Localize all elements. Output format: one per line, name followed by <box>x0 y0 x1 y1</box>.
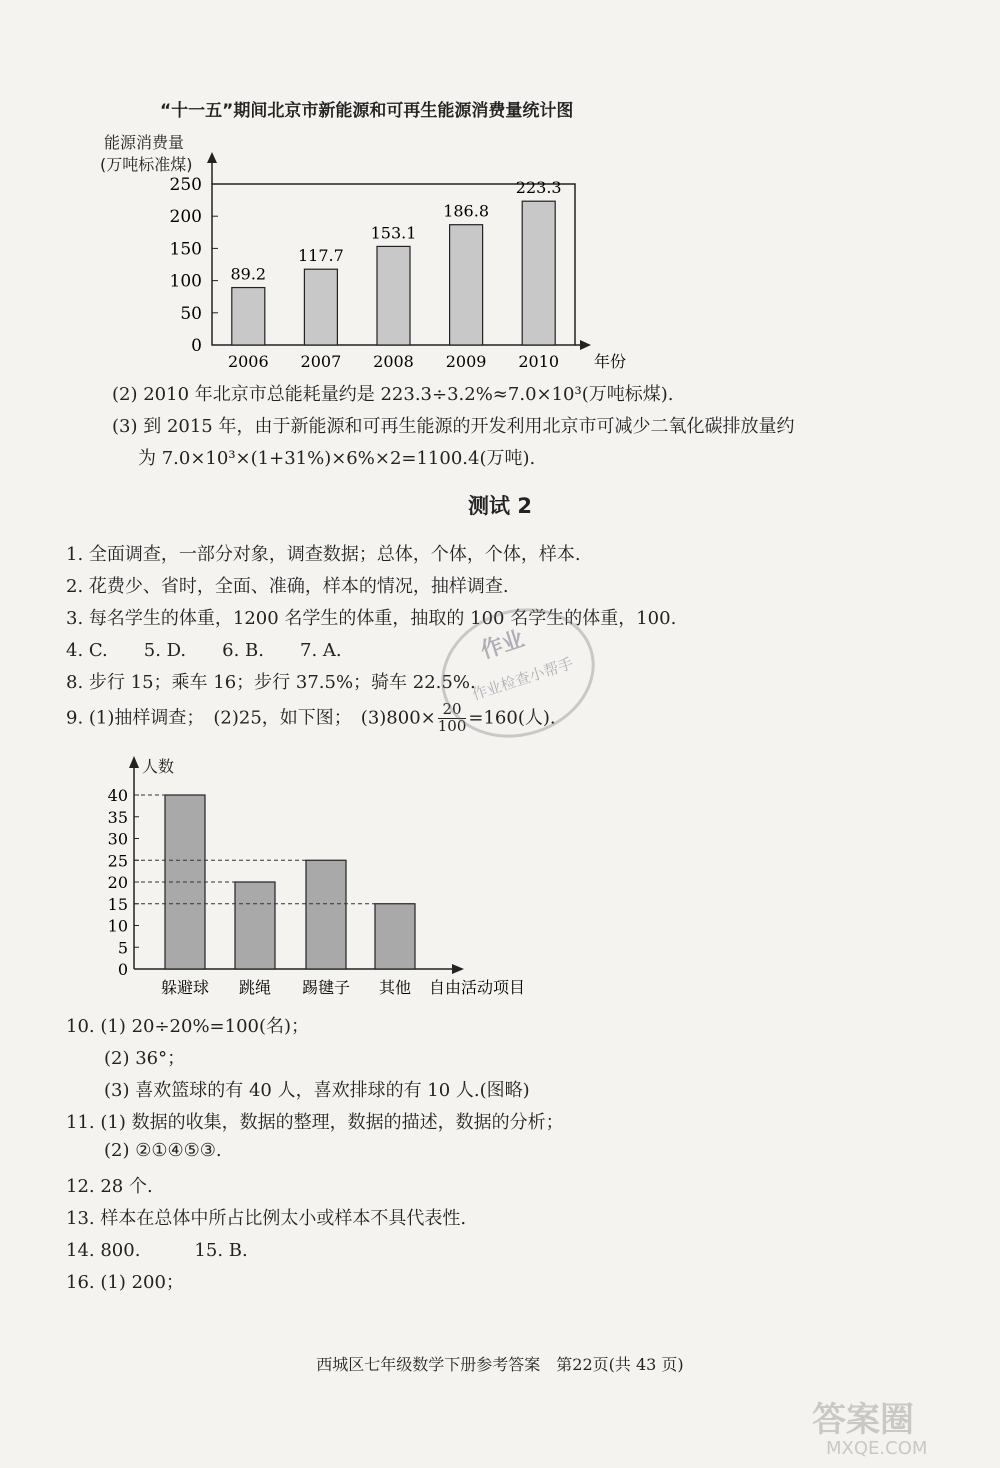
answer-11-2: (2) ②①④⑤③. <box>104 1140 222 1161</box>
chart2-x-arrow <box>452 964 464 974</box>
answer-10-1: 10. (1) 20÷20%=100(名)； <box>66 1016 310 1037</box>
chart1-xlabel: 年份 <box>594 352 627 371</box>
answer-11-1: 11. (1) 数据的收集，数据的整理，数据的描述，数据的分析； <box>66 1112 564 1133</box>
chart1-ytick-label: 100 <box>169 271 202 292</box>
chart2-y-arrow <box>129 756 139 768</box>
chart1-xtick-label: 2009 <box>445 352 487 371</box>
chart1-data-label: 117.7 <box>297 246 344 266</box>
section-title: 测试 2 <box>468 494 532 518</box>
chart1-ylabel-line1: 能源消费量 <box>104 133 185 152</box>
chart1-ytick-label: 0 <box>191 336 202 356</box>
chart2-xlabel: 自由活动项目 <box>429 978 526 997</box>
chart2-ytick-label: 25 <box>107 851 128 871</box>
answer-4-7: 4. C. 5. D. 6. B. 7. A. <box>66 640 342 661</box>
chart1-ylabel-line2: (万吨标准煤) <box>100 155 193 174</box>
chart1-x-arrow <box>580 340 591 350</box>
chart2-xtick-label: 躲避球 <box>160 978 210 997</box>
chart2-svg <box>0 740 1000 1010</box>
chart1-xtick-label: 2006 <box>227 352 269 371</box>
answer-9-suffix: =160(人). <box>468 707 556 729</box>
chart2-xtick-label: 跳绳 <box>238 978 272 997</box>
chart2-ytick-label: 0 <box>117 960 128 979</box>
chart1-xtick-label: 2008 <box>373 352 414 371</box>
chart2-ytick-label: 35 <box>107 807 128 827</box>
answer-9-prefix: 9. (1)抽样调查； (2)25，如下图； (3)800× <box>66 707 436 729</box>
page-footer: 西城区七年级数学下册参考答案 第22页(共 43 页) <box>316 1355 684 1374</box>
chart2-ytick-label: 10 <box>107 916 128 936</box>
answer-9-numerator: 20 <box>438 702 467 719</box>
chart1-y-arrow <box>207 152 217 163</box>
chart1-bar <box>304 269 337 345</box>
chart1-ytick-label: 150 <box>169 239 202 260</box>
chart1-xtick-label: 2007 <box>300 352 342 371</box>
chart1-title: “十一五”期间北京市新能源和可再生能源消费量统计图 <box>160 101 574 121</box>
chart1-ytick-label: 250 <box>169 175 202 195</box>
chart1-data-label: 153.1 <box>370 223 417 243</box>
chart1-xtick-label: 2010 <box>518 352 560 371</box>
answer-10-2: (2) 36°； <box>104 1048 186 1069</box>
answer-16: 16. (1) 200； <box>66 1272 184 1293</box>
chart2-ytick-label: 30 <box>107 829 128 849</box>
chart2-ytick-label: 20 <box>107 873 128 892</box>
answer-13: 13. 样本在总体中所占比例太小或样本不具代表性. <box>66 1208 467 1229</box>
answer-9-denominator: 100 <box>437 716 467 735</box>
chart2-ylabel: 人数 <box>142 757 175 776</box>
chart1-bar <box>450 225 483 345</box>
chart2-ytick-label: 5 <box>117 938 128 958</box>
answer-2: 2. 花费少、省时，全面、准确，样本的情况，抽样调查. <box>66 576 509 597</box>
chart1-bar <box>232 288 265 345</box>
answer-12: 12. 28 个. <box>66 1176 153 1197</box>
answer-top-q2: (2) 2010 年北京市总能耗量约是 223.3÷3.2%≈7.0×10³(万吨标煤). <box>112 384 674 405</box>
chart2-bar <box>375 904 415 969</box>
chart2-xtick-label: 踢毽子 <box>301 978 351 997</box>
stamp-text-1: 作业 <box>477 626 528 665</box>
watermark-logo: 答案圈 <box>812 1400 914 1440</box>
answer-3: 3. 每名学生的体重，1200 名学生的体重，抽取的 100 名学生的体重，100. <box>66 608 677 629</box>
chart1-ytick-label: 50 <box>180 303 202 324</box>
answer-top-q3-line1: (3) 到 2015 年，由于新能源和可再生能源的开发利用北京市可减少二氧化碳排放量约 <box>112 416 795 437</box>
answer-14-15: 14. 800. 15. B. <box>66 1240 248 1261</box>
chart1-data-label: 186.8 <box>443 201 490 221</box>
answer-top-q3-line2: 为 7.0×10³×(1+31%)×6%×2=1100.4(万吨). <box>138 448 536 469</box>
chart1-ytick-label: 200 <box>169 207 202 228</box>
chart1-bar <box>377 246 410 345</box>
chart2-bar <box>306 860 346 969</box>
chart2-ytick-label: 15 <box>107 894 128 914</box>
watermark-url: MXQE.COM <box>826 1438 928 1459</box>
chart2-xtick-label: 其他 <box>378 978 412 997</box>
chart2-bar <box>235 882 275 969</box>
chart2-ytick-label: 40 <box>107 786 128 805</box>
chart1-data-label: 223.3 <box>515 178 562 198</box>
stamp-text-2: 作业检查小帮手 <box>469 654 576 704</box>
answer-1: 1. 全面调查，一部分对象，调查数据；总体，个体，个体，样本. <box>66 544 581 565</box>
chart1-data-label: 89.2 <box>230 264 267 284</box>
chart1-bar <box>522 201 555 345</box>
answer-10-3: (3) 喜欢篮球的有 40 人，喜欢排球的有 10 人.(图略) <box>104 1080 530 1101</box>
chart1-svg <box>0 0 1000 400</box>
answer-8: 8. 步行 15；乘车 16；步行 37.5%；骑车 22.5%. <box>66 672 476 693</box>
